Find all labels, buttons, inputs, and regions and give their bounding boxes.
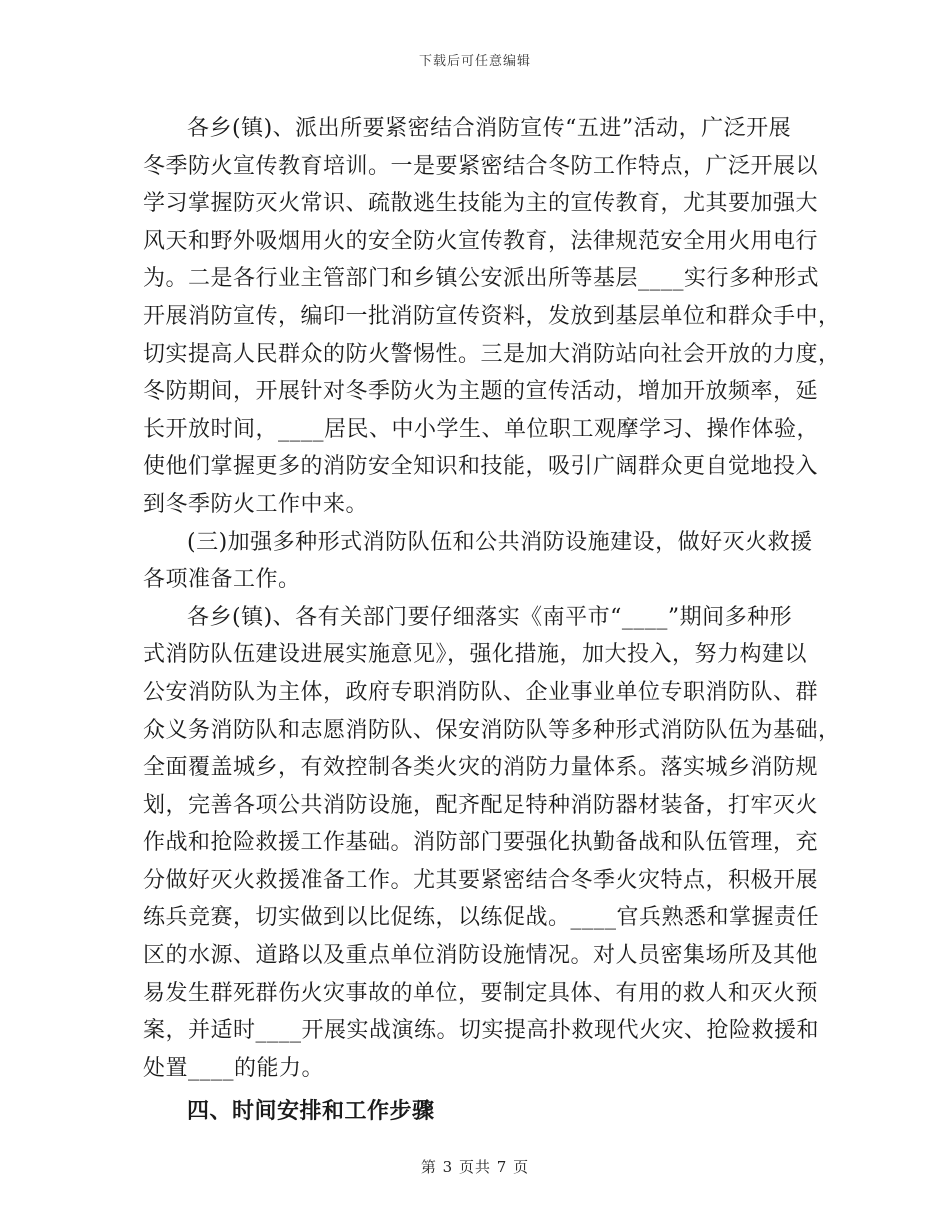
section-heading: 四、时间安排和工作步骤 (187, 1098, 435, 1125)
paragraph-line: 各乡(镇)、各有关部门要仔细落实《南平市“____”期间多种形 (187, 604, 793, 630)
paragraph-line: 众义务消防队和志愿消防队、保安消防队等多种形式消防队伍为基础， (143, 717, 841, 743)
paragraph-line: 为。二是各行业主管部门和乡镇公安派出所等基层____实行多种形式 (143, 266, 820, 292)
paragraph-line: 作战和抢险救援工作基础。消防部门要强化执勤备战和队伍管理，充 (143, 830, 819, 856)
paragraph-line: 案，并适时____开展实战演练。切实提高扑救现代火灾、抢险救援和 (143, 1018, 820, 1044)
paragraph-line: 使他们掌握更多的消防安全知识和技能，吸引广阔群众更自觉地投入 (143, 454, 819, 480)
paragraph-line: 区的水源、道路以及重点单位消防设施情况。对人员密集场所及其他 (143, 943, 819, 969)
paragraph-line: 长开放时间，____居民、中小学生、单位职工观摩学习、操作体验， (143, 416, 820, 442)
paragraph-line: 冬防期间，开展针对冬季防火为主题的宣传活动，增加开放频率，延 (143, 379, 819, 405)
paragraph-line: 公安消防队为主体，政府专职消防队、企业事业单位专职消防队、群 (143, 679, 819, 705)
paragraph-line: 式消防队伍建设进展实施意见》，强化措施，加大投入，努力构建以 (143, 642, 808, 668)
paragraph-line: 到冬季防火工作中来。 (143, 491, 369, 517)
subsection-title-line: (三)加强多种形式消防队伍和公共消防设施建设，做好灭火救援 (187, 529, 813, 555)
paragraph-line: 切实提高人民群众的防火警惕性。三是加大消防站向社会开放的力度， (143, 341, 841, 367)
page-header: 下载后可任意编辑 (418, 54, 531, 69)
document-body (143, 110, 841, 1131)
paragraph-line: 开展消防宣传，编印一批消防宣传资料，发放到基层单位和群众手中， (143, 303, 841, 329)
paragraph-line: 易发生群死群伤火灾事故的单位，要制定具体、有用的救人和灭火预 (143, 980, 819, 1006)
subsection-title-line: 各项准备工作。 (143, 567, 301, 593)
paragraph-line: 练兵竞赛，切实做到以比促练，以练促战。____官兵熟悉和掌握责任 (143, 905, 820, 931)
paragraph-line: 学习掌握防灭火常识、疏散逃生技能为主的宣传教育，尤其要加强大 (143, 191, 819, 217)
page-number: 第 3 页共 7 页 (420, 1158, 530, 1176)
paragraph-line: 分做好灭火救援准备工作。尤其要紧密结合冬季火灾特点，积极开展 (143, 867, 819, 893)
paragraph-line: 风天和野外吸烟用火的安全防火宣传教育，法律规范安全用火用电行 (143, 228, 819, 254)
paragraph-line: 处置____的能力。 (143, 1055, 325, 1081)
paragraph-line: 全面覆盖城乡，有效控制各类火灾的消防力量体系。落实城乡消防规 (143, 755, 819, 781)
paragraph-line: 各乡(镇)、派出所要紧密结合消防宣传“五进”活动，广泛开展 (187, 116, 792, 141)
paragraph-line: 冬季防火宣传教育培训。一是要紧密结合冬防工作特点，广泛开展以 (143, 153, 819, 179)
paragraph-line: 划，完善各项公共消防设施，配齐配足特种消防器材装备，打牢灭火 (143, 792, 819, 818)
